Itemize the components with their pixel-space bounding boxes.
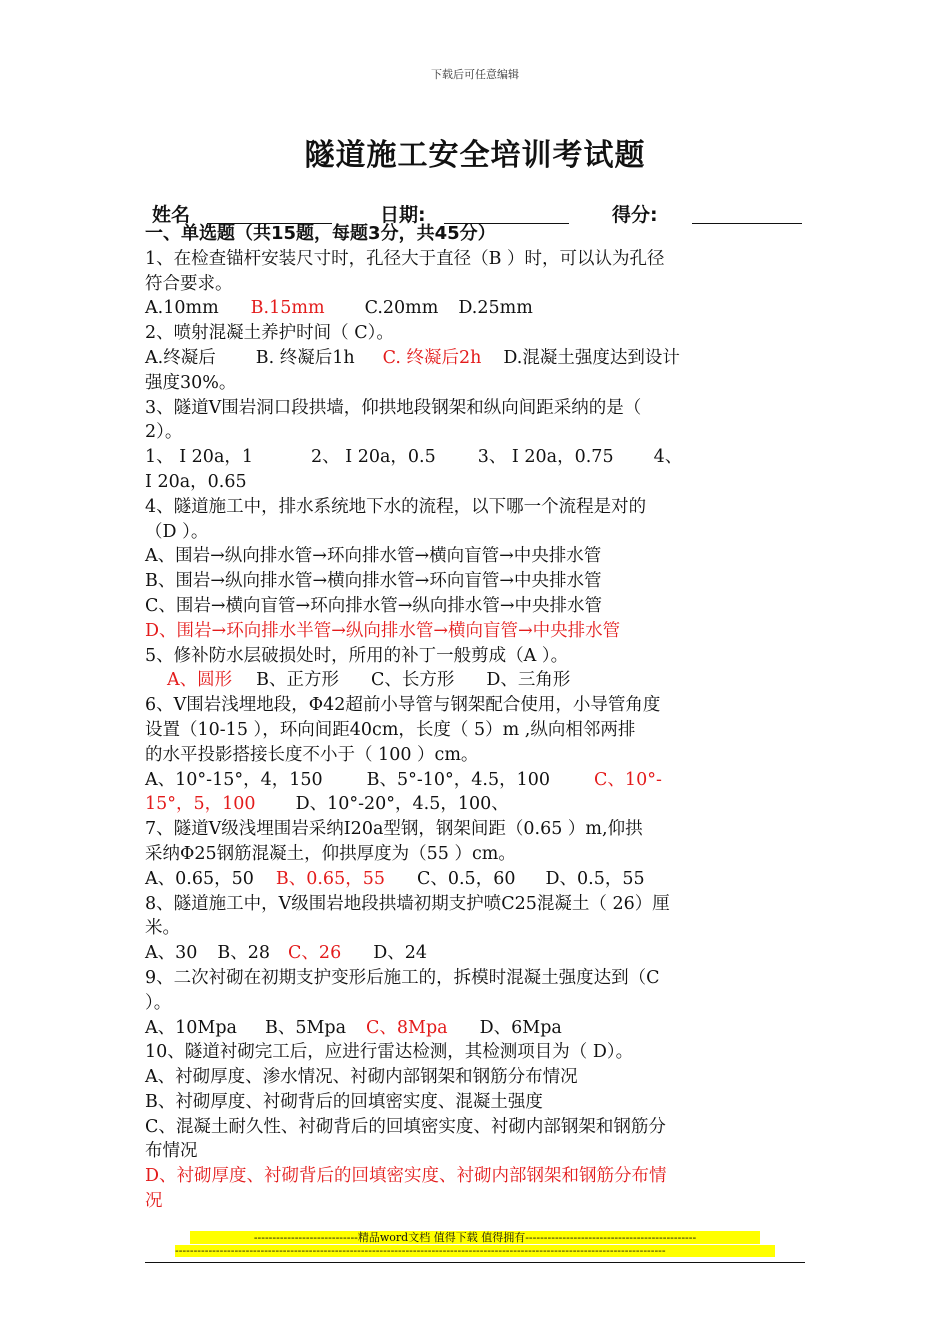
score-label: 得分: — [612, 204, 658, 226]
q10-text: 10、隧道衬砌完工后，应进行雷达检测，其检测项目为（ D）。 — [145, 1042, 634, 1063]
q1-options — [145, 296, 810, 321]
q8-text: 8、隧道施工中，V级围岩地段拱墙初期支护喷C25混凝土（ 26）厘 — [145, 893, 670, 914]
q9-text-cont: ）。 — [145, 992, 172, 1013]
q6-option-b: B、5°-10°，4.5，100 — [366, 769, 551, 790]
q4-option-c: C、围岩→横向盲管→环向排水管→纵向排水管→中央排水管 — [145, 595, 603, 616]
q3-option-4: 4、 — [653, 447, 683, 468]
q4-option-d: D、围岩→环向排水半管→纵向排水管→横向盲管→中央排水管 — [145, 620, 621, 641]
q2-option-a: A.终凝后 — [145, 347, 216, 368]
q5-option-d: D、三角形 — [486, 670, 571, 691]
q7-option-d: D、0.5，55 — [545, 868, 645, 889]
q3-option-4-cont: I 20a，0.65 — [145, 471, 247, 492]
q8-text-cont: 米。 — [145, 918, 180, 939]
q7-option-c: C、0.5，60 — [416, 868, 516, 889]
header-note: 下载后可任意编辑 — [431, 68, 519, 81]
q1-text: 1、在检查锚杆安装尺寸时，孔径大于直径（B ）时，可以认为孔径 — [145, 248, 665, 269]
q1-text-cont: 符合要求。 — [145, 273, 233, 294]
name-label: 姓名 — [152, 204, 191, 226]
q5-option-b: B、正方形 — [256, 670, 340, 691]
q2-text: 2、喷射混凝土养护时间（ C）。 — [145, 323, 394, 344]
q3-options — [145, 445, 810, 470]
q10-option-d: D、衬砌厚度、衬砌背后的回填密实度、衬砌内部钢架和钢筋分布情 — [145, 1166, 667, 1187]
q3-option-1: 1、 I 20a，1 — [145, 447, 254, 468]
q8-option-a: A、30 — [145, 943, 198, 964]
exam-content — [145, 222, 810, 1214]
q5-option-a: A、圆形 — [167, 670, 233, 691]
q2-option-b: B. 终凝后1h — [255, 347, 355, 368]
q6-option-c: C、10°- — [594, 769, 662, 790]
q7-options — [145, 867, 810, 892]
q4-text-cont: （D ）。 — [145, 521, 209, 542]
q4-option-b: B、围岩→纵向排水管→横向排水管→环向盲管→中央排水管 — [145, 571, 602, 592]
q9-options — [145, 1016, 810, 1041]
q7-option-b: B、0.65，55 — [275, 868, 385, 889]
q10-option-c-cont: 布情况 — [145, 1141, 198, 1162]
q5-options — [145, 668, 810, 693]
q6-option-c-cont: 15°，5，100 — [145, 794, 256, 815]
q2-options — [145, 346, 810, 371]
q6-text-cont2: 的水平投影搭接长度不小于（ 100 ）cm。 — [145, 744, 479, 765]
q8-options — [145, 941, 810, 966]
section-heading: 一、单选题（共15题，每题3分，共45分） — [145, 223, 496, 244]
q1-option-d: D.25mm — [458, 298, 533, 319]
q9-option-c: C、8Mpa — [366, 1017, 448, 1038]
q1-option-b: B.15mm — [250, 298, 325, 319]
q8-option-b: B、28 — [217, 943, 271, 964]
footer-banner-dashes: ------------------------------------------------------------------------------------------------------------------------------------ — [175, 1245, 775, 1257]
q6-text-cont: 设置（10-15 ），环向间距40cm，长度（ 5）m ,纵向相邻两排 — [145, 719, 636, 740]
q1-option-a: A.10mm — [145, 298, 219, 319]
q8-option-d: D、24 — [373, 943, 428, 964]
q3-option-2: 2、 I 20a，0.5 — [311, 447, 436, 468]
q9-option-d: D、6Mpa — [479, 1017, 562, 1038]
q4-text: 4、隧道施工中，排水系统地下水的流程，以下哪一个流程是对的 — [145, 496, 647, 517]
q3-text-cont: 2）。 — [145, 422, 183, 443]
q4-option-a: A、围岩→纵向排水管→环向排水管→横向盲管→中央排水管 — [145, 546, 602, 567]
q10-option-a: A、衬砌厚度、渗水情况、衬砌内部钢架和钢筋分布情况 — [145, 1067, 578, 1088]
date-label: 日期: — [380, 204, 426, 226]
q10-option-c: C、混凝土耐久性、衬砌背后的回填密实度、衬砌内部钢架和钢筋分 — [145, 1116, 666, 1137]
q5-text: 5、修补防水层破损处时，所用的补丁一般剪成（A ）。 — [145, 645, 569, 666]
q7-option-a: A、0.65，50 — [145, 868, 254, 889]
q7-text-cont: 采纳Φ25钢筋混凝土，仰拱厚度为（55 ）cm。 — [145, 843, 516, 864]
q6-options-cont — [145, 792, 810, 817]
q8-option-c: C、26 — [288, 943, 342, 964]
footer-banner: ----------------------------精品word文档 值得下载 值得拥有---------------------------------------------- — [190, 1231, 760, 1244]
q1-option-c: C.20mm — [364, 298, 439, 319]
q2-option-d-cont: 强度30%。 — [145, 372, 237, 393]
q9-option-b: B、5Mpa — [264, 1017, 347, 1038]
page-title: 隧道施工安全培训考试题 — [304, 138, 646, 173]
q6-text: 6、V围岩浅埋地段，Φ42超前小导管与钢架配合使用，小导管角度 — [145, 695, 661, 716]
q5-option-c: C、长方形 — [371, 670, 455, 691]
q3-text: 3、隧道V围岩洞口段拱墙，仰拱地段钢架和纵向间距采纳的是（ — [145, 397, 642, 418]
q2-option-d: D.混凝土强度达到设计 — [503, 347, 680, 368]
q6-options — [145, 768, 810, 793]
bottom-rule — [145, 1262, 805, 1263]
q6-option-d: D、10°-20°，4.5，100、 — [295, 794, 509, 815]
q10-option-d-cont: 况 — [145, 1191, 163, 1212]
q7-text: 7、隧道V级浅埋围岩采纳I20a型钢，钢架间距（0.65 ）m,仰拱 — [145, 819, 643, 840]
q9-option-a: A、10Mpa — [145, 1017, 237, 1038]
q9-text: 9、二次衬砌在初期支护变形后施工的，拆模时混凝土强度达到（C — [145, 967, 660, 988]
q2-option-c: C. 终凝后2h — [382, 347, 482, 368]
q3-option-3: 3、 I 20a，0.75 — [477, 447, 614, 468]
q10-option-b: B、衬砌厚度、衬砌背后的回填密实度、混凝土强度 — [145, 1091, 543, 1112]
q6-option-a: A、10°-15°，4，150 — [145, 769, 323, 790]
